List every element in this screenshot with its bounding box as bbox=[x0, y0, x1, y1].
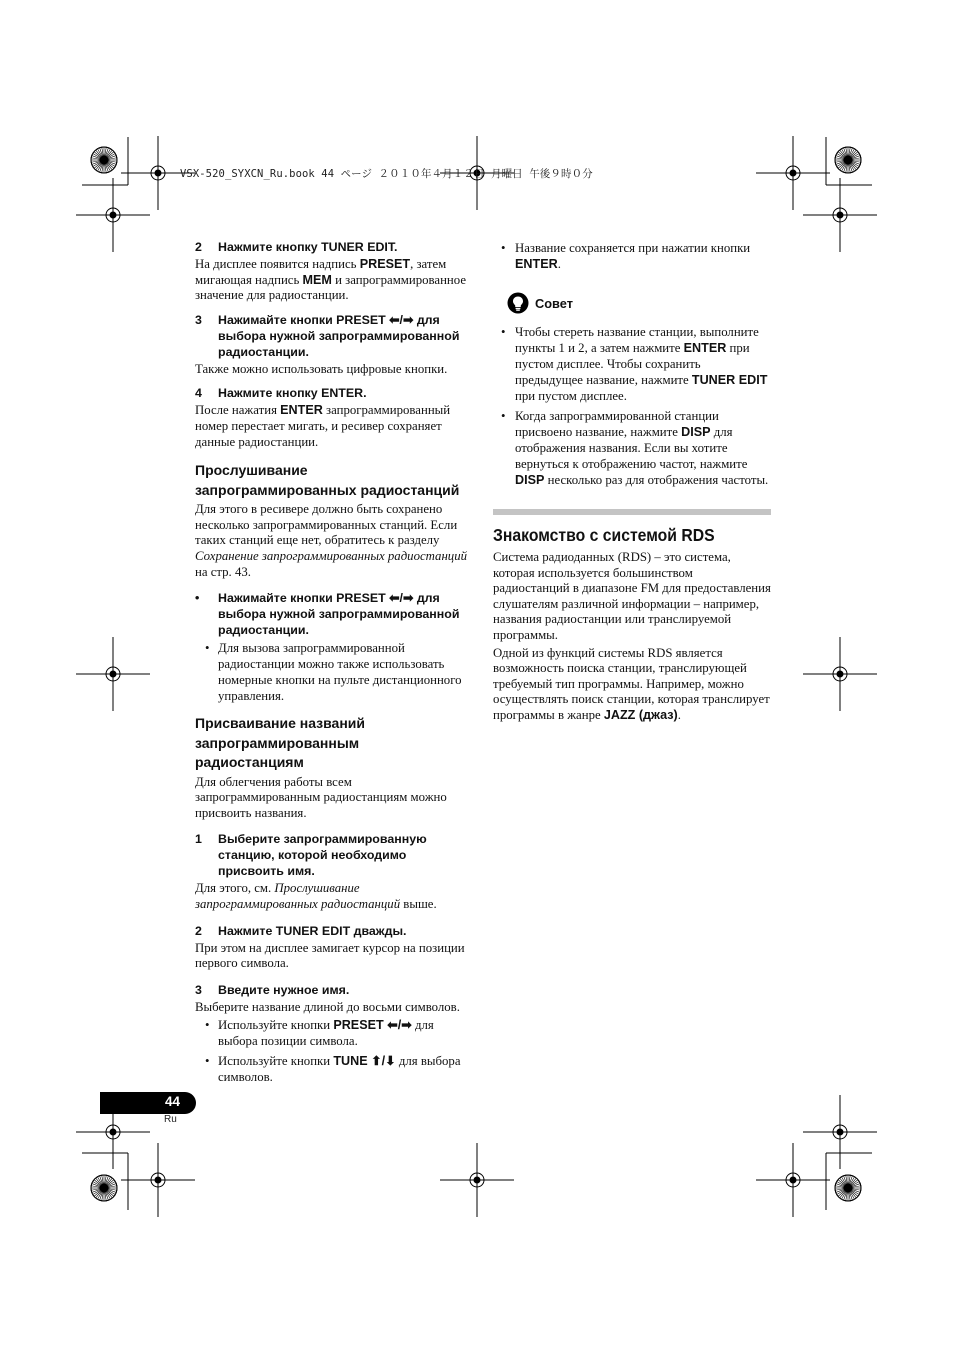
lightbulb-icon bbox=[507, 292, 529, 314]
step-body: При этом на дисплее замигает курсор на позиции первого символа. bbox=[195, 940, 465, 971]
section-body: Для этого в ресивере должно быть сохранено несколько запрограммированных станций. Если таких станций еще нет, обратитесь к разделу Сохранение запрограммированных радиостанций на стр. 43. bbox=[195, 502, 467, 579]
bullet-item: • Для вызова запрограммированной радиостанции можно также использовать номерные кнопки на пульте дистанционного управления. bbox=[195, 640, 473, 704]
step-heading: 3 Нажимайте кнопки PRESET ⬅/➡ для выбора нужной запрограммированной радиостанции. bbox=[195, 312, 460, 359]
file-info-header: VSX-520_SYXCN_Ru.book 44 ページ ２０１０年４月１２日 月曜日 午後９時０分 bbox=[180, 168, 593, 180]
left-column bbox=[195, 239, 473, 1089]
step-heading: 3 Введите нужное имя. bbox=[195, 982, 350, 997]
section-divider bbox=[493, 509, 771, 515]
step-heading: • Нажимайте кнопки PRESET ⬅/➡ для выбора нужной запрограммированной радиостанции. bbox=[195, 591, 460, 638]
step-heading: 2 Нажмите кнопку TUNER EDIT. bbox=[195, 240, 398, 254]
step-body: Для этого, см. Прослушивание запрограммированных радиостанций выше. bbox=[195, 881, 437, 911]
page-number-tab bbox=[100, 1092, 196, 1114]
step-heading: 1 Выберите запрограммированную станцию, которой необходимо присвоить имя. bbox=[195, 832, 427, 879]
right-column bbox=[493, 239, 771, 726]
language-code: Ru bbox=[164, 1114, 177, 1125]
step-body: Выберите название длиной до восьми символов. bbox=[195, 999, 460, 1014]
section-title: Прослушивание запрограммированных радиостанций bbox=[195, 462, 460, 498]
section-body: Одной из функций системы RDS является возможность поиска станции, транслирующей требуемый тип программы. Например, можно осуществлять поиск станции, которая транслирует программы в жанре JAZZ (джаз). bbox=[493, 645, 770, 722]
page-number: 44 bbox=[164, 1094, 180, 1109]
section-title: Присваивание названий запрограммированным радиостанциям bbox=[195, 715, 366, 771]
section-title: Знакомство с системой RDS bbox=[493, 525, 715, 545]
bullet-item: • Используйте кнопки TUNE ⬆/⬇ для выбора символов. bbox=[195, 1053, 473, 1085]
tip-title: Совет bbox=[535, 295, 573, 311]
step-heading: 2 Нажмите TUNER EDIT дважды. bbox=[195, 923, 407, 938]
section-body: Для облегчения работы всем запрограммированным радиостанциям можно присвоить названия. bbox=[195, 774, 447, 820]
step-body: Также можно использовать цифровые кнопки. bbox=[195, 361, 448, 376]
section-body: Система радиоданных (RDS) – это система, которая используется большинством радиостанций в диапазоне FM для предоставления слушателям различной информации – например, названия радиостанции или транслируемой программы. bbox=[493, 550, 771, 642]
bullet-item: • Когда запрограммированной станции присвоено название, нажмите DISP для отображения названия. Если вы хотите вернуться к отображению частот, нажмите DISP несколько раз для отображения частоты. bbox=[493, 408, 771, 488]
step-heading: 4 Нажмите кнопку ENTER. bbox=[195, 386, 367, 401]
tip-header bbox=[507, 292, 771, 314]
bullet-item: • Чтобы стереть название станции, выполните пункты 1 и 2, а затем нажмите ENTER при пустом дисплее. Чтобы сохранить предыдущее название, нажмите TUNER EDIT при пустом дисплее. bbox=[493, 324, 771, 404]
step-body: После нажатия ENTER запрограммированный номер перестает мигать, и ресивер сохраняет данные радиостанции. bbox=[195, 403, 451, 449]
step-body: На дисплее появится надпись PRESET, затем мигающая надпись MEM и запрограммированное значение для радиостанции. bbox=[195, 257, 467, 303]
bullet-item: • Используйте кнопки PRESET ⬅/➡ для выбора позиции символа. bbox=[195, 1017, 473, 1049]
bullet-item: • Название сохраняется при нажатии кнопки ENTER. bbox=[493, 240, 771, 272]
